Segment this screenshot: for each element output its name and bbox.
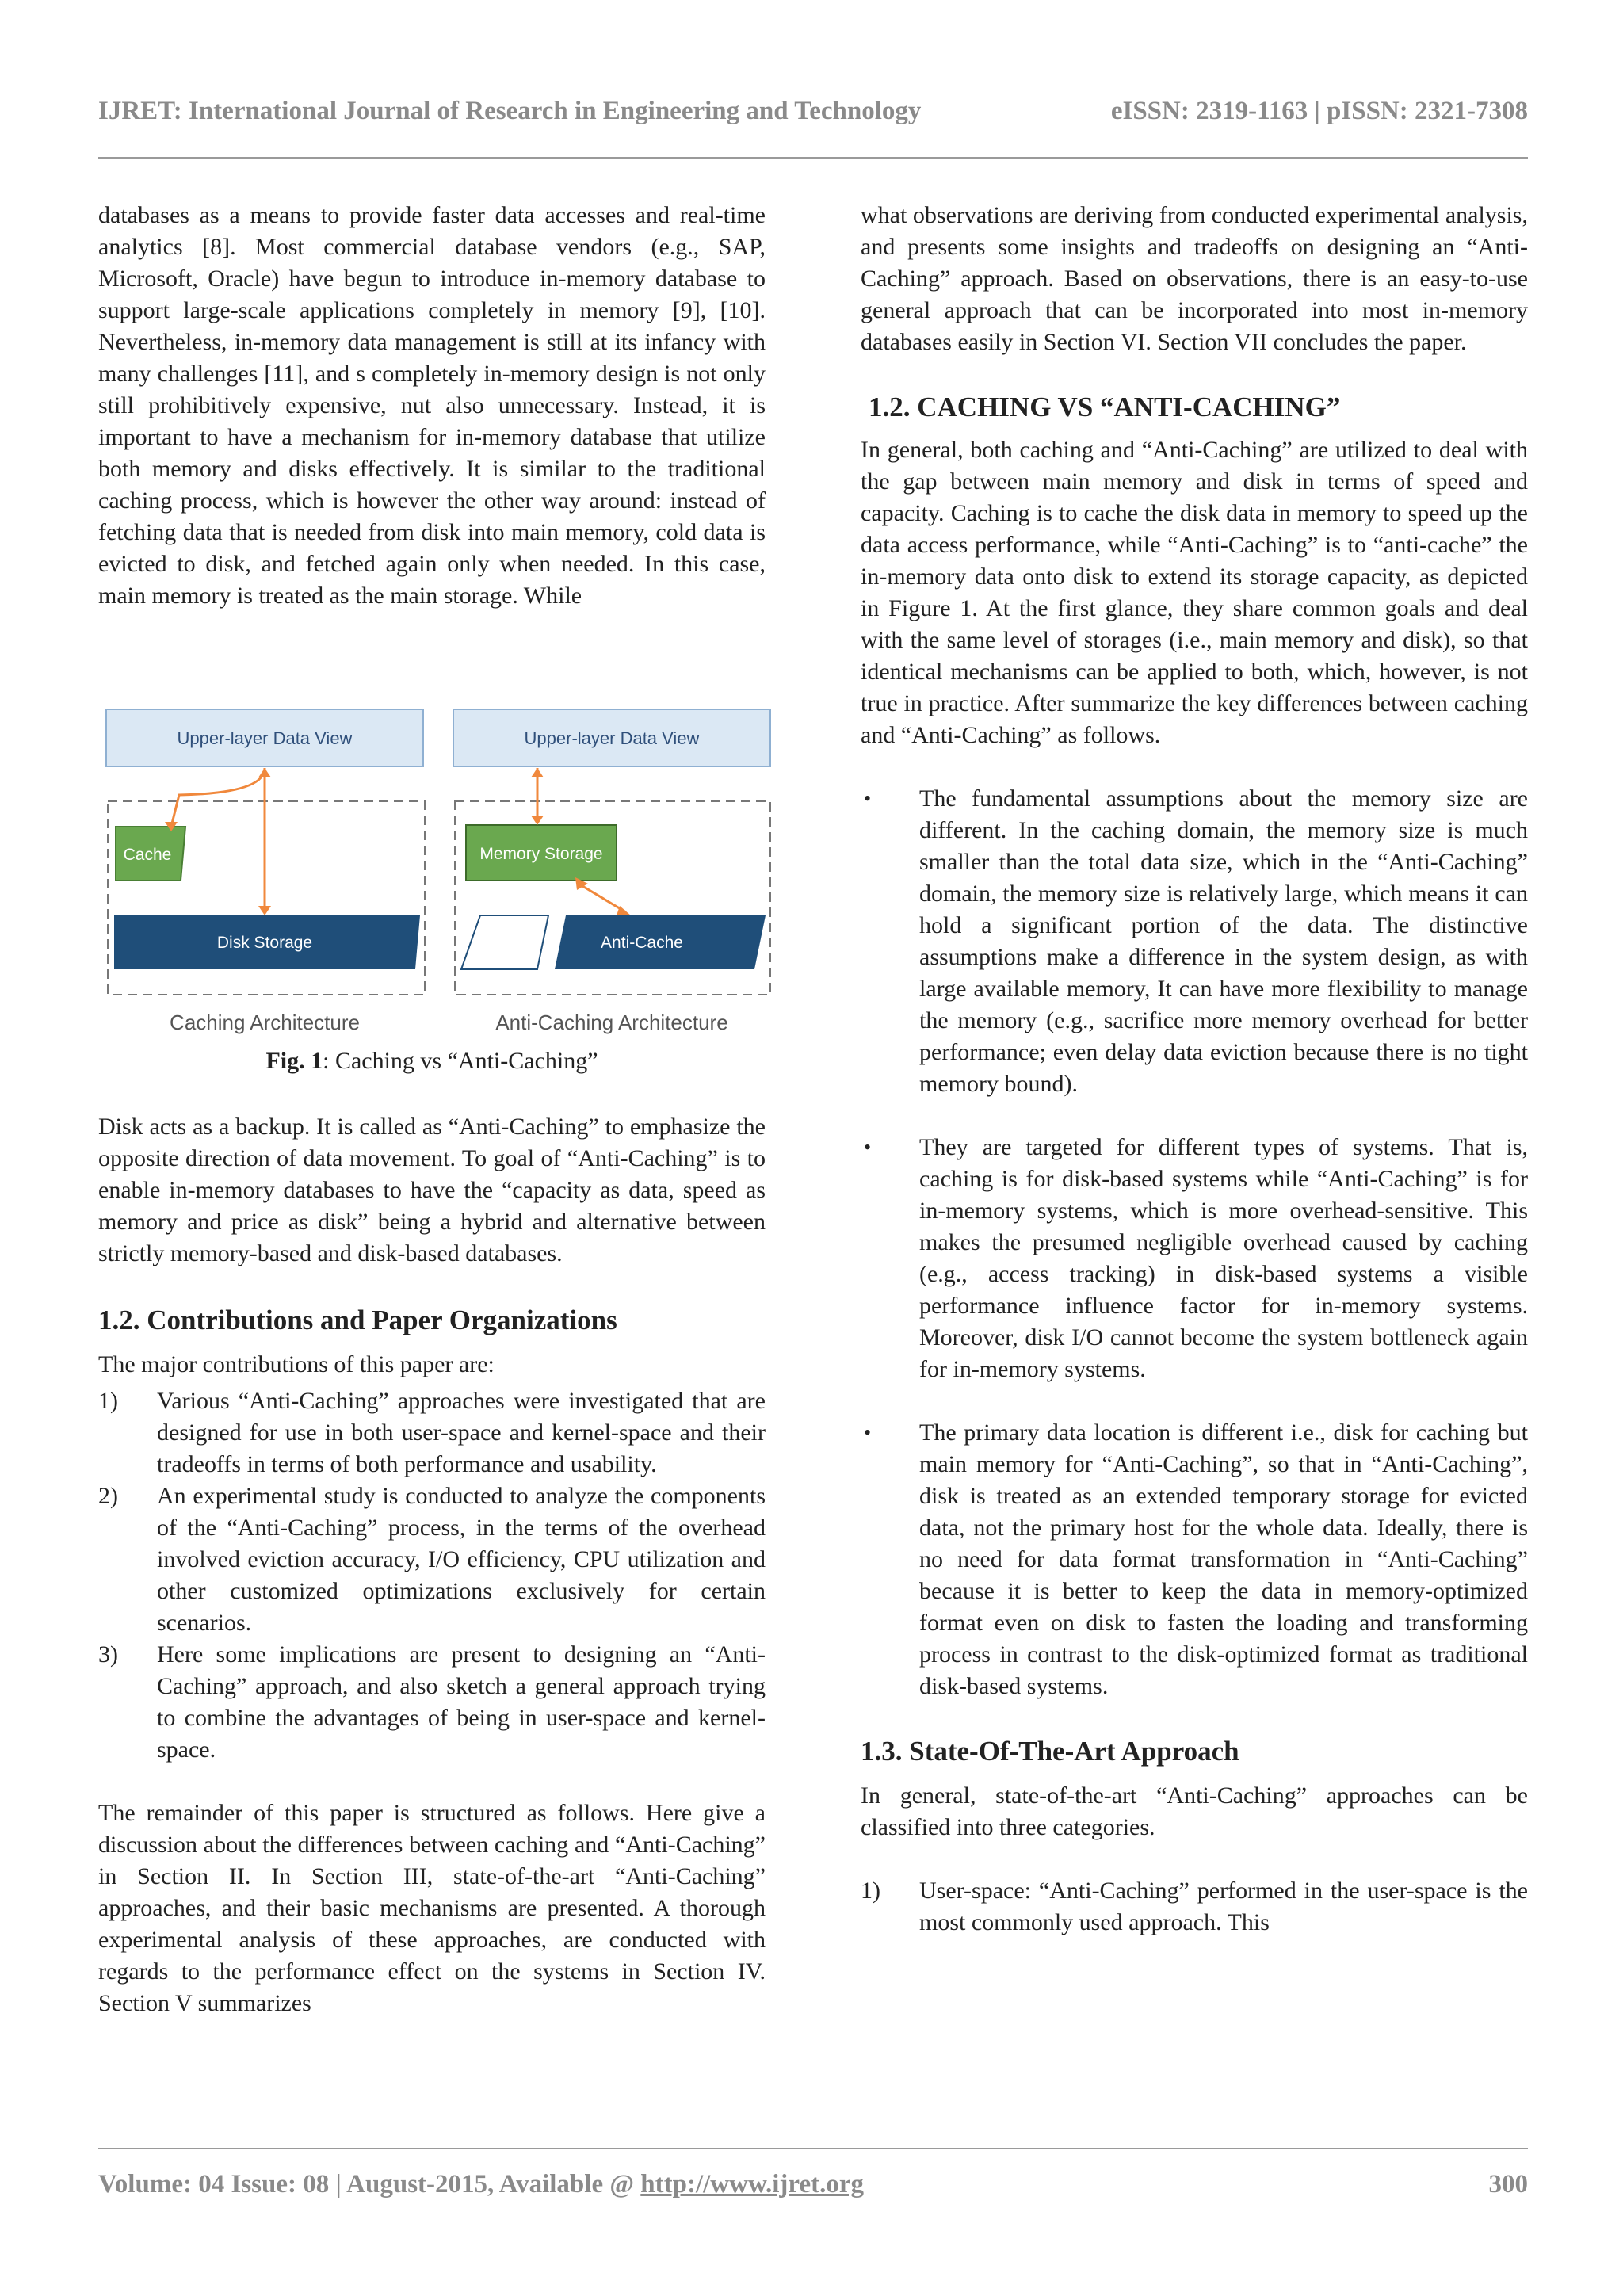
- journal-title: IJRET: International Journal of Research in Engineering and Technology: [98, 97, 922, 125]
- upper-layer-label-right: Upper-layer Data View: [524, 728, 700, 748]
- list-item: • They are targeted for different types of systems. That is, caching is for disk-based systems while “Anti-Caching” is for in-memory systems, which is more overhead-sensitive. This makes the presumed negligible overhead caused by caching (e.g., access tracking) in disk-based systems a visible performance influence factor for in-memory systems. Moreover, disk I/O cannot become the system bottleneck again for in-memory systems.: [864, 1134, 1528, 1382]
- caching-architecture-label: Caching Architecture: [170, 1010, 360, 1034]
- left-paragraph-2: Disk acts as a backup. It is called as “Anti-Caching” to emphasize the opposite direction of data movement. To goal of “Anti-Caching” is to enable in-memory databases to have the “capacity as data, speed as memory and price as disk” being a hybrid and alternative between strictly memory-based and disk-based databases.: [98, 1114, 766, 1266]
- anticache-label: Anti-Cache: [601, 934, 683, 952]
- footer-rule: [98, 2148, 1528, 2149]
- categories-list: [861, 1875, 1528, 1939]
- heading-caching-vs-anticaching: 1.2. CACHING VS “ANTI-CACHING”: [869, 392, 1341, 422]
- list-item: • The fundamental assumptions about the memory size are different. In the caching domain, the memory size is much smaller than the total data size, which in the “Anti-Caching” domain, the memory size is relatively large, which means it can hold a significant portion of the data. The distinctive assumptions make a difference in the system design, as with large available memory, It can have more flexibility to manage the memory (e.g., sacrifice more memory overhead for better performance; even delay data eviction because there is no tight memory bound).: [864, 785, 1528, 1097]
- left-column: [98, 200, 766, 612]
- right-paragraph-3: In general, state-of-the-art “Anti-Caching” approaches can be classified into three categories.: [861, 1782, 1528, 1840]
- upper-layer-label-left: Upper-layer Data View: [177, 728, 353, 748]
- memory-storage-label: Memory Storage: [479, 845, 603, 863]
- list-item: 2) An experimental study is conducted to analyze the components of the “Anti-Caching” process, in the terms of the overhead involved eviction accuracy, I/O efficiency, CPU utilization and other customized optimizations exclusively for certain scenarios.: [98, 1483, 766, 1636]
- list-item: • The primary data location is different i.e., disk for caching but main memory for “Anti-Caching”, so that in “Anti-Caching”, disk is treated as an extended temporary storage for evicted data, not the primary host for the whole data. Ideally, there is no need for data format transformation in “Anti-Caching” because it is better to keep the data in memory-optimized format even on disk to fasten the loading and transforming process in contrast to the disk-optimized format as traditional disk-based systems.: [864, 1419, 1528, 1699]
- left-paragraph-3: The remainder of this paper is structured as follows. Here give a discussion about the differences between caching and “Anti-Caching” in Section II. In Section III, state-of-the-art “Anti-Caching” approaches, and their basic mechanisms are presented. A thorough experimental analysis of these approaches, are conducted with regards to the performance effect on the systems in Section IV. Section V summarizes: [98, 1800, 766, 2016]
- page-number: 300: [1488, 2170, 1528, 2199]
- list-item: 3) Here some implications are present to designing an “Anti-Caching” approach, and also sketch a general approach trying to combine the advantages of being in user-space and kernel-space.: [98, 1641, 766, 1763]
- cache-label: Cache: [123, 846, 172, 864]
- journal-link[interactable]: http://www.ijret.org: [640, 2170, 864, 2199]
- right-paragraph-1: what observations are deriving from conducted experimental analysis, and presents some insights and tradeoffs on designing an “Anti-Caching” approach. Based on observations, there is an easy-to-use general approach that can be incorporated into most in-memory databases easily in Section VI. Section VII concludes the paper.: [861, 202, 1528, 355]
- list-item: 1) Various “Anti-Caching” approaches were investigated that are designed for use in both user-space and kernel-space and their tradeoffs in terms of both performance and usability.: [98, 1388, 766, 1477]
- contributions-list: [98, 1385, 766, 1766]
- left-column-lower: [98, 1111, 766, 2019]
- page-header: [98, 97, 1528, 135]
- volume-info: Volume: 04 Issue: 08 | August-2015, Available @: [98, 2170, 641, 2199]
- header-rule: [98, 157, 1528, 159]
- differences-list: [861, 783, 1528, 1702]
- heading-contributions: 1.2. Contributions and Paper Organizations: [98, 1305, 617, 1335]
- caption-text: : Caching vs “Anti-Caching”: [323, 1048, 598, 1074]
- figure-1: [103, 708, 773, 1041]
- right-paragraph-2: In general, both caching and “Anti-Caching” are utilized to deal with the gap between main memory and disk in terms of speed and capacity. Caching is to cache the disk data in memory to speed up the data access performance, while “Anti-Caching” is to “anti-cache” the in-memory data onto disk to extend its storage capacity, as depicted in Figure 1. At the first glance, they share common goals and deal with the same level of storages (i.e., main memory and disk), so that identical mechanisms can be applied to both, which, however, is not true in practice. After summarize the key differences between caching and “Anti-Caching” as follows.: [861, 437, 1528, 748]
- left-paragraph-1: databases as a means to provide faster data accesses and real-time analytics [8]. Most commercial database vendors (e.g., SAP, Microsoft, Oracle) have begun to introduce in-memory database to support large-scale applications completely in memory [9], [10]. Nevertheless, in-memory data management is still at its infancy with many challenges [11], and s completely in-memory design is not only still prohibitively expensive, nut also unnecessary. Instead, it is important to have a mechanism for in-memory database that utilize both memory and disks effectively. It is similar to the traditional caching process, which is however the other way around: instead of fetching data that is needed from disk into main memory, cold data is evicted to disk, and fetched again only when needed. In this case, main memory is treated as the main storage. While: [98, 202, 766, 609]
- list-item: 1) User-space: “Anti-Caching” performed in the user-space is the most commonly used approach. This: [861, 1878, 1528, 1935]
- anticaching-architecture-label: Anti-Caching Architecture: [495, 1010, 728, 1034]
- contributions-intro: The major contributions of this paper are:: [98, 1351, 495, 1377]
- disk-storage-label: Disk Storage: [216, 934, 313, 952]
- issn: eISSN: 2319-1163 | pISSN: 2321-7308: [1110, 97, 1528, 125]
- right-column: [861, 200, 1528, 1939]
- figure-caption: [98, 1048, 766, 1075]
- caption-label: Fig. 1: [265, 1048, 323, 1074]
- heading-state-of-the-art: 1.3. State-Of-The-Art Approach: [861, 1736, 1239, 1767]
- page-footer: [98, 2170, 1528, 2199]
